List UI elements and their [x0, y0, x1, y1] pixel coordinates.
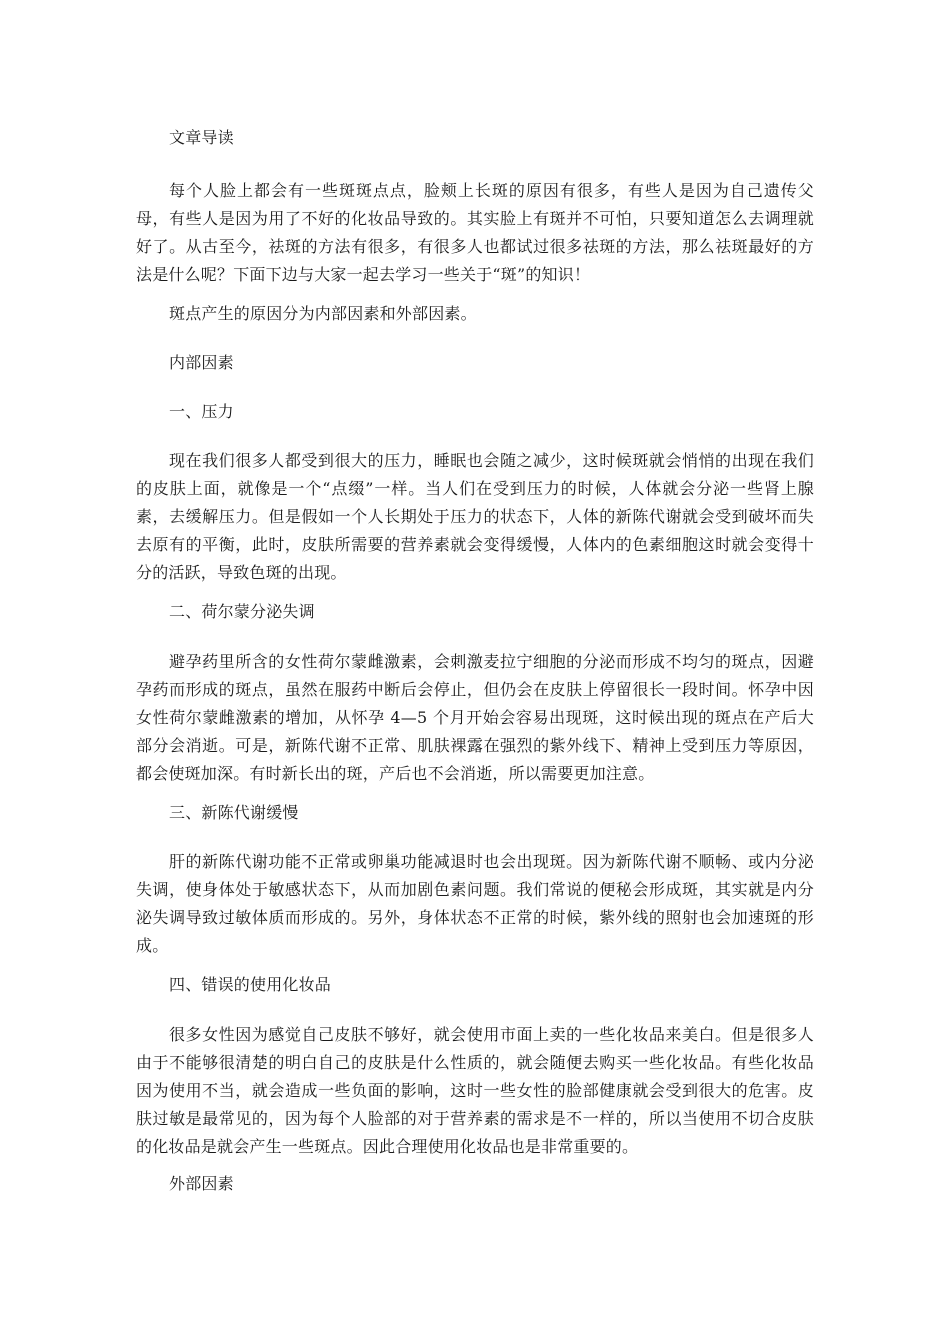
body-paragraph-metabolism: 肝的新陈代谢功能不正常或卵巢功能减退时也会出现斑。因为新陈代谢不顺畅、或内分泌失调，使身体处于敏感状态下，从而加剧色素问题。我们常说的便秘会形成斑，其实就是内分泌失调导致过敏体质而形成的。另外，身体状态不正常的时候，紫外线的照射也会加速斑的形成。	[136, 852, 814, 955]
section-heading-internal-factors: 内部因素	[169, 353, 234, 372]
body-paragraph-intro: 每个人脸上都会有一些斑斑点点，脸颊上长斑的原因有很多，有些人是因为自己遗传父母，有些人是因为用了不好的化妆品导致的。其实脸上有斑并不可怕，只要知道怎么去调理就好了。从古至今，祛斑的方法有很多，有很多人也都试过很多祛斑的方法，那么祛斑最好的方法是什么呢？下面下边与大家一起去学习一些关于“斑”的知识！	[136, 181, 814, 284]
subheading-slow-metabolism: 三、新陈代谢缓慢	[169, 803, 299, 822]
subheading-hormone-imbalance: 二、荷尔蒙分泌失调	[169, 602, 315, 621]
section-heading-article-intro: 文章导读	[169, 128, 234, 147]
subheading-stress: 一、压力	[169, 402, 234, 421]
section-heading-external-factors: 外部因素	[169, 1174, 234, 1193]
body-paragraph-stress: 现在我们很多人都受到很大的压力，睡眠也会随之减少，这时候斑就会悄悄的出现在我们的皮肤上面，就像是一个“点缀”一样。当人们在受到压力的时候，人体就会分泌一些肾上腺素，去缓解压力。但是假如一个人长期处于压力的状态下，人体的新陈代谢就会受到破坏而失去原有的平衡，此时，皮肤所需要的营养素就会变得缓慢，人体内的色素细胞这时就会变得十分的活跃，导致色斑的出现。	[136, 451, 814, 582]
body-paragraph-hormone: 避孕药里所含的女性荷尔蒙雌激素，会刺激麦拉宁细胞的分泌而形成不均匀的斑点，因避孕药而形成的斑点，虽然在服药中断后会停止，但仍会在皮肤上停留很长一段时间。怀孕中因女性荷尔蒙雌激素的增加，从怀孕 4—5 个月开始会容易出现斑，这时候出现的斑点在产后大部分会消逝。可是，新陈代谢不正常、肌肤裸露在强烈的紫外线下、精神上受到压力等原因，都会使斑加深。有时新长出的斑，产后也不会消逝，所以需要更加注意。	[136, 652, 814, 783]
body-paragraph-cosmetics: 很多女性因为感觉自己皮肤不够好，就会使用市面上卖的一些化妆品来美白。但是很多人由于不能够很清楚的明白自己的皮肤是什么性质的，就会随便去购买一些化妆品。有些化妆品因为使用不当，就会造成一些负面的影响，这时一些女性的脸部健康就会受到很大的危害。皮肤过敏是最常见的，因为每个人脸部的对于营养素的需求是不一样的，所以当使用不切合皮肤的化妆品是就会产生一些斑点。因此合理使用化妆品也是非常重要的。	[136, 1025, 814, 1156]
subheading-cosmetics-misuse: 四、错误的使用化妆品	[169, 975, 332, 994]
body-paragraph-causes: 斑点产生的原因分为内部因素和外部因素。	[169, 304, 477, 323]
